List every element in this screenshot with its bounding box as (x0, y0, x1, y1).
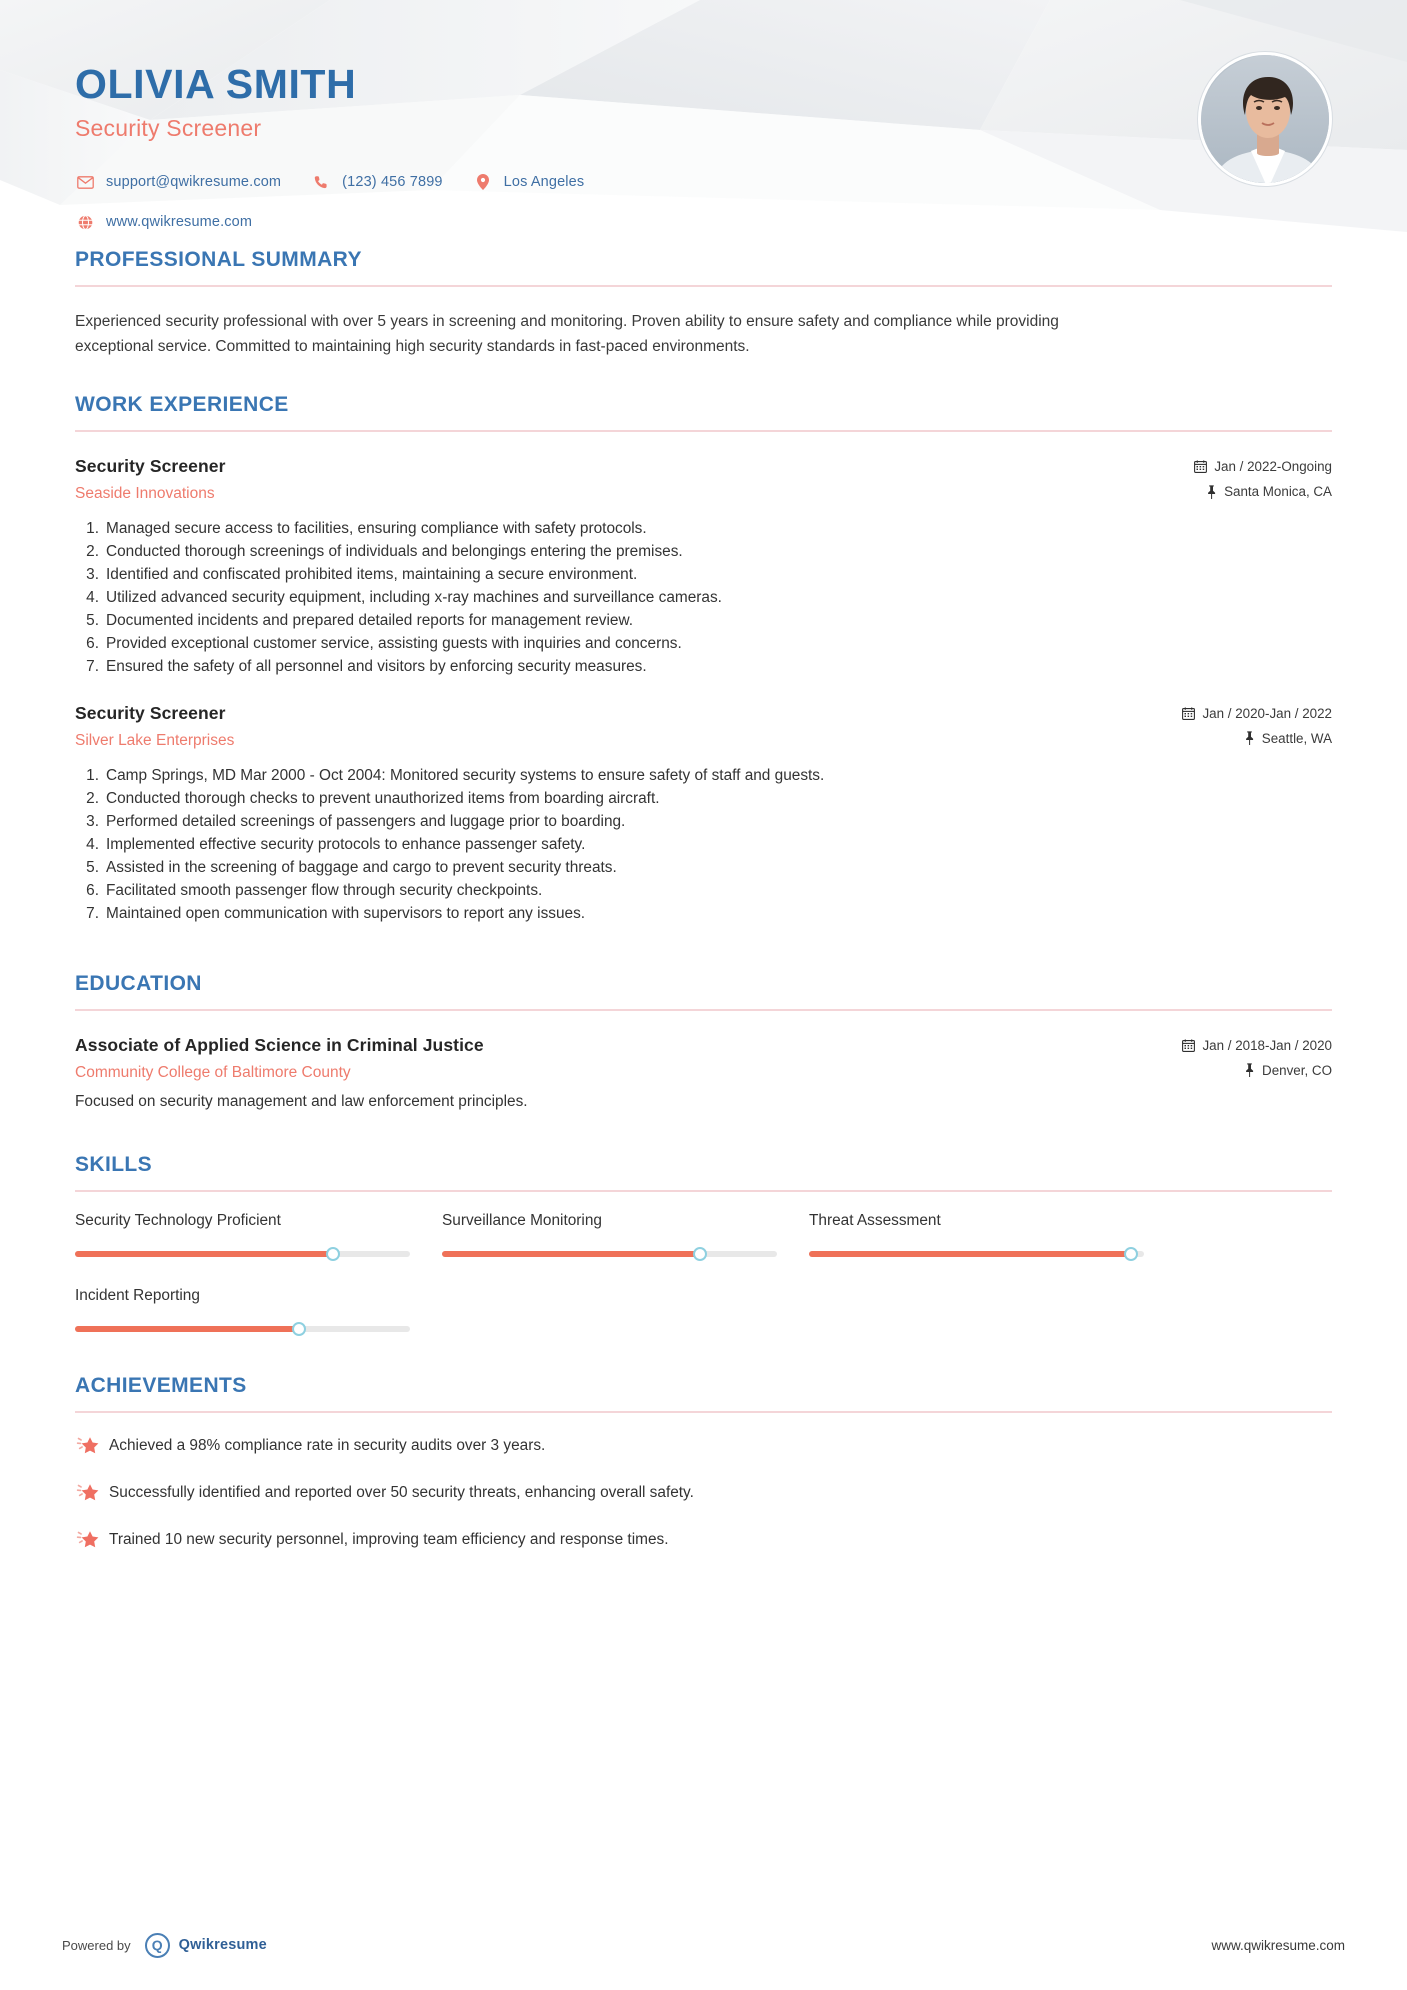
slider-knob[interactable] (292, 1322, 306, 1336)
skill-item (809, 1212, 1144, 1261)
entry-dates-text: Jan / 2022-Ongoing (1214, 459, 1332, 475)
bullet-text: Maintained open communication with supervisors to report any issues. (106, 904, 586, 922)
star-icon (75, 1527, 109, 1553)
skills-grid (75, 1212, 1332, 1362)
page-footer (0, 1900, 1407, 1990)
identity-block (75, 0, 1332, 231)
skill-name: Incident Reporting (75, 1286, 200, 1304)
achievement-item (75, 1480, 1332, 1506)
bullet-item (75, 633, 1332, 656)
education-entry (75, 1035, 1332, 1111)
entry-meta (1092, 703, 1332, 746)
contact-list (75, 167, 1332, 237)
achievement-item (75, 1433, 1332, 1459)
bullet-item (75, 788, 1332, 811)
bullet-text: Documented incidents and prepared detailed reports for management review. (106, 612, 634, 630)
education-description: Focused on security management and law enforcement principles. (75, 1092, 528, 1110)
skill-slider[interactable] (75, 1247, 410, 1261)
bullet-text: Conducted thorough screenings of individuals and belongings entering the premises. (106, 543, 683, 561)
job-role-subtitle: Security Screener (75, 115, 262, 142)
contact-email-text: support@qwikresume.com (106, 174, 282, 191)
slider-knob[interactable] (693, 1247, 707, 1261)
entry-left (75, 456, 226, 503)
pin-icon (1206, 485, 1217, 499)
bullet-item (75, 541, 1332, 564)
entry-location-text: Seattle, WA (1261, 730, 1332, 746)
section-title-summary: PROFESSIONAL SUMMARY (75, 248, 362, 271)
entry-organization: Community College of Baltimore County (75, 1063, 351, 1081)
entry-location (1092, 484, 1332, 499)
section-divider (75, 285, 1332, 287)
entry-dates-text: Jan / 2018-Jan / 2020 (1202, 1037, 1332, 1053)
bullet-text: Utilized advanced security equipment, including x-ray machines and surveillance cameras. (106, 589, 722, 607)
envelope-icon (75, 176, 95, 189)
experience-list (75, 456, 1332, 925)
skill-item (75, 1212, 410, 1261)
star-icon (75, 1433, 109, 1459)
slider-knob[interactable] (326, 1247, 340, 1261)
entry-meta (1092, 456, 1332, 499)
skill-name: Threat Assessment (809, 1211, 941, 1229)
experience-entry (75, 703, 1332, 926)
skill-name: Security Technology Proficient (75, 1211, 281, 1229)
section-divider (75, 1411, 1332, 1413)
achievement-text: Achieved a 98% compliance rate in security audits over 3 years. (109, 1436, 546, 1454)
contact-website[interactable] (75, 214, 252, 230)
section-divider (75, 1190, 1332, 1192)
slider-fill (75, 1251, 333, 1257)
calendar-icon (1182, 707, 1195, 720)
entry-location-text: Denver, CO (1262, 1062, 1332, 1078)
bullet-number: 4. (86, 589, 99, 607)
bullet-item (75, 656, 1332, 679)
calendar-icon (1194, 460, 1207, 473)
skill-item (442, 1212, 777, 1261)
entry-organization: Seaside Innovations (75, 485, 215, 503)
achievement-text: Trained 10 new security personnel, improving team efficiency and response times. (109, 1530, 669, 1548)
bullet-text: Facilitated smooth passenger flow through security checkpoints. (106, 881, 543, 899)
contact-location-text: Los Angeles (503, 174, 585, 191)
entry-bullets (75, 765, 1332, 926)
section-education (75, 972, 1332, 1111)
entry-location (1092, 1063, 1332, 1078)
contact-line-1 (75, 167, 1332, 197)
entry-header (75, 703, 1332, 750)
powered-by-label: Powered by (62, 1937, 131, 1953)
bullet-item (75, 811, 1332, 834)
bullet-item (75, 903, 1332, 926)
pin-icon (1244, 1063, 1255, 1077)
bullet-number: 6. (86, 881, 99, 899)
bullet-number: 2. (86, 543, 99, 561)
entry-dates (1092, 706, 1332, 721)
bullet-item (75, 765, 1332, 788)
bullet-number: 6. (86, 634, 99, 652)
section-title-skills: SKILLS (75, 1152, 153, 1176)
page-title: OLIVIA SMITH (75, 61, 357, 107)
bullet-number: 4. (86, 835, 99, 853)
entry-title: Security Screener (75, 456, 226, 477)
entry-title: Associate of Applied Science in Criminal Justice (75, 1034, 484, 1055)
bullet-number: 1. (86, 766, 99, 784)
pin-icon (1244, 731, 1255, 745)
slider-fill (75, 1326, 299, 1332)
skill-slider[interactable] (75, 1322, 410, 1336)
entry-location-text: Santa Monica, CA (1224, 484, 1332, 500)
phone-icon (311, 175, 331, 190)
bullet-text: Ensured the safety of all personnel and visitors by enforcing security measures. (106, 657, 647, 675)
star-icon (75, 1480, 109, 1506)
bullet-text: Performed detailed screenings of passengers and luggage prior to boarding. (106, 812, 626, 830)
summary-text: Experienced security professional with over 5 years in screening and monitoring. Proven ability to ensure safety and compliance while providing exceptional service. Committed to maintaining high security standards in fast-paced environments. (75, 313, 1059, 356)
entry-left (75, 1035, 484, 1082)
entry-dates-text: Jan / 2020-Jan / 2022 (1202, 705, 1332, 721)
entry-location (1092, 731, 1332, 746)
section-title-experience: WORK EXPERIENCE (75, 393, 289, 417)
bullet-number: 3. (86, 812, 99, 830)
achievement-item (75, 1527, 1332, 1553)
bullet-number: 5. (86, 858, 99, 876)
skill-slider[interactable] (809, 1247, 1144, 1261)
bullet-number: 2. (86, 789, 99, 807)
bullet-item (75, 834, 1332, 857)
contact-line-2 (75, 207, 1332, 237)
bullet-item (75, 610, 1332, 633)
contact-phone[interactable] (311, 174, 442, 190)
entry-meta (1092, 1035, 1332, 1078)
bullet-number: 7. (86, 657, 99, 675)
contact-website-text: www.qwikresume.com (106, 214, 253, 231)
bullet-text: Camp Springs, MD Mar 2000 - Oct 2004: Monitored security systems to ensure safety of staff and guests. (106, 766, 825, 784)
entry-title: Security Screener (75, 702, 226, 723)
footer-website[interactable]: www.qwikresume.com (1211, 1937, 1345, 1953)
bullet-item (75, 518, 1332, 541)
entry-organization: Silver Lake Enterprises (75, 731, 235, 749)
bullet-text: Provided exceptional customer service, assisting guests with inquiries and concerns. (106, 634, 682, 652)
skill-name: Surveillance Monitoring (442, 1211, 602, 1229)
entry-dates (1092, 1038, 1332, 1053)
bullet-item (75, 587, 1332, 610)
bullet-text: Identified and confiscated prohibited items, maintaining a secure environment. (106, 566, 638, 584)
bullet-number: 1. (86, 520, 99, 538)
qwikresume-logo-icon: Q (145, 1933, 170, 1958)
achievement-text: Successfully identified and reported over 50 security threats, enhancing overall safety. (109, 1483, 694, 1501)
section-skills (75, 1153, 1332, 1362)
slider-knob[interactable] (1124, 1247, 1138, 1261)
experience-entry (75, 456, 1332, 679)
entry-bullets (75, 518, 1332, 679)
education-list (75, 1035, 1332, 1111)
section-title-education: EDUCATION (75, 971, 202, 995)
section-title-achievements: ACHIEVEMENTS (75, 1373, 247, 1397)
bullet-text: Implemented effective security protocols to enhance passenger safety. (106, 835, 586, 853)
footer-branding (62, 1933, 267, 1958)
section-divider (75, 430, 1332, 432)
bullet-item (75, 564, 1332, 587)
entry-header (75, 1035, 1332, 1082)
entry-left (75, 703, 234, 750)
section-achievements (75, 1374, 1332, 1553)
calendar-icon (1182, 1039, 1195, 1052)
bullet-item (75, 880, 1332, 903)
bullet-text: Managed secure access to facilities, ensuring compliance with safety protocols. (106, 520, 647, 538)
bullet-item (75, 857, 1332, 880)
section-professional-summary (75, 248, 1332, 359)
section-divider (75, 1009, 1332, 1011)
entry-dates (1092, 459, 1332, 474)
entry-header (75, 456, 1332, 503)
globe-icon (75, 215, 95, 230)
achievements-list (75, 1433, 1332, 1553)
avatar (1198, 52, 1332, 186)
slider-fill (442, 1251, 700, 1257)
bullet-number: 5. (86, 612, 99, 630)
skill-item (75, 1287, 410, 1336)
section-work-experience (75, 393, 1332, 925)
contact-phone-text: (123) 456 7899 (342, 174, 443, 191)
map-pin-icon (473, 174, 493, 190)
bullet-text: Conducted thorough checks to prevent unauthorized items from boarding aircraft. (106, 789, 660, 807)
contact-location (473, 174, 585, 190)
slider-fill (809, 1251, 1131, 1257)
bullet-text: Assisted in the screening of baggage and cargo to prevent security threats. (106, 858, 617, 876)
qwikresume-brand-name[interactable]: Qwikresume (178, 1937, 267, 1953)
contact-email[interactable] (75, 174, 281, 190)
bullet-number: 7. (86, 904, 99, 922)
bullet-number: 3. (86, 566, 99, 584)
skill-slider[interactable] (442, 1247, 777, 1261)
